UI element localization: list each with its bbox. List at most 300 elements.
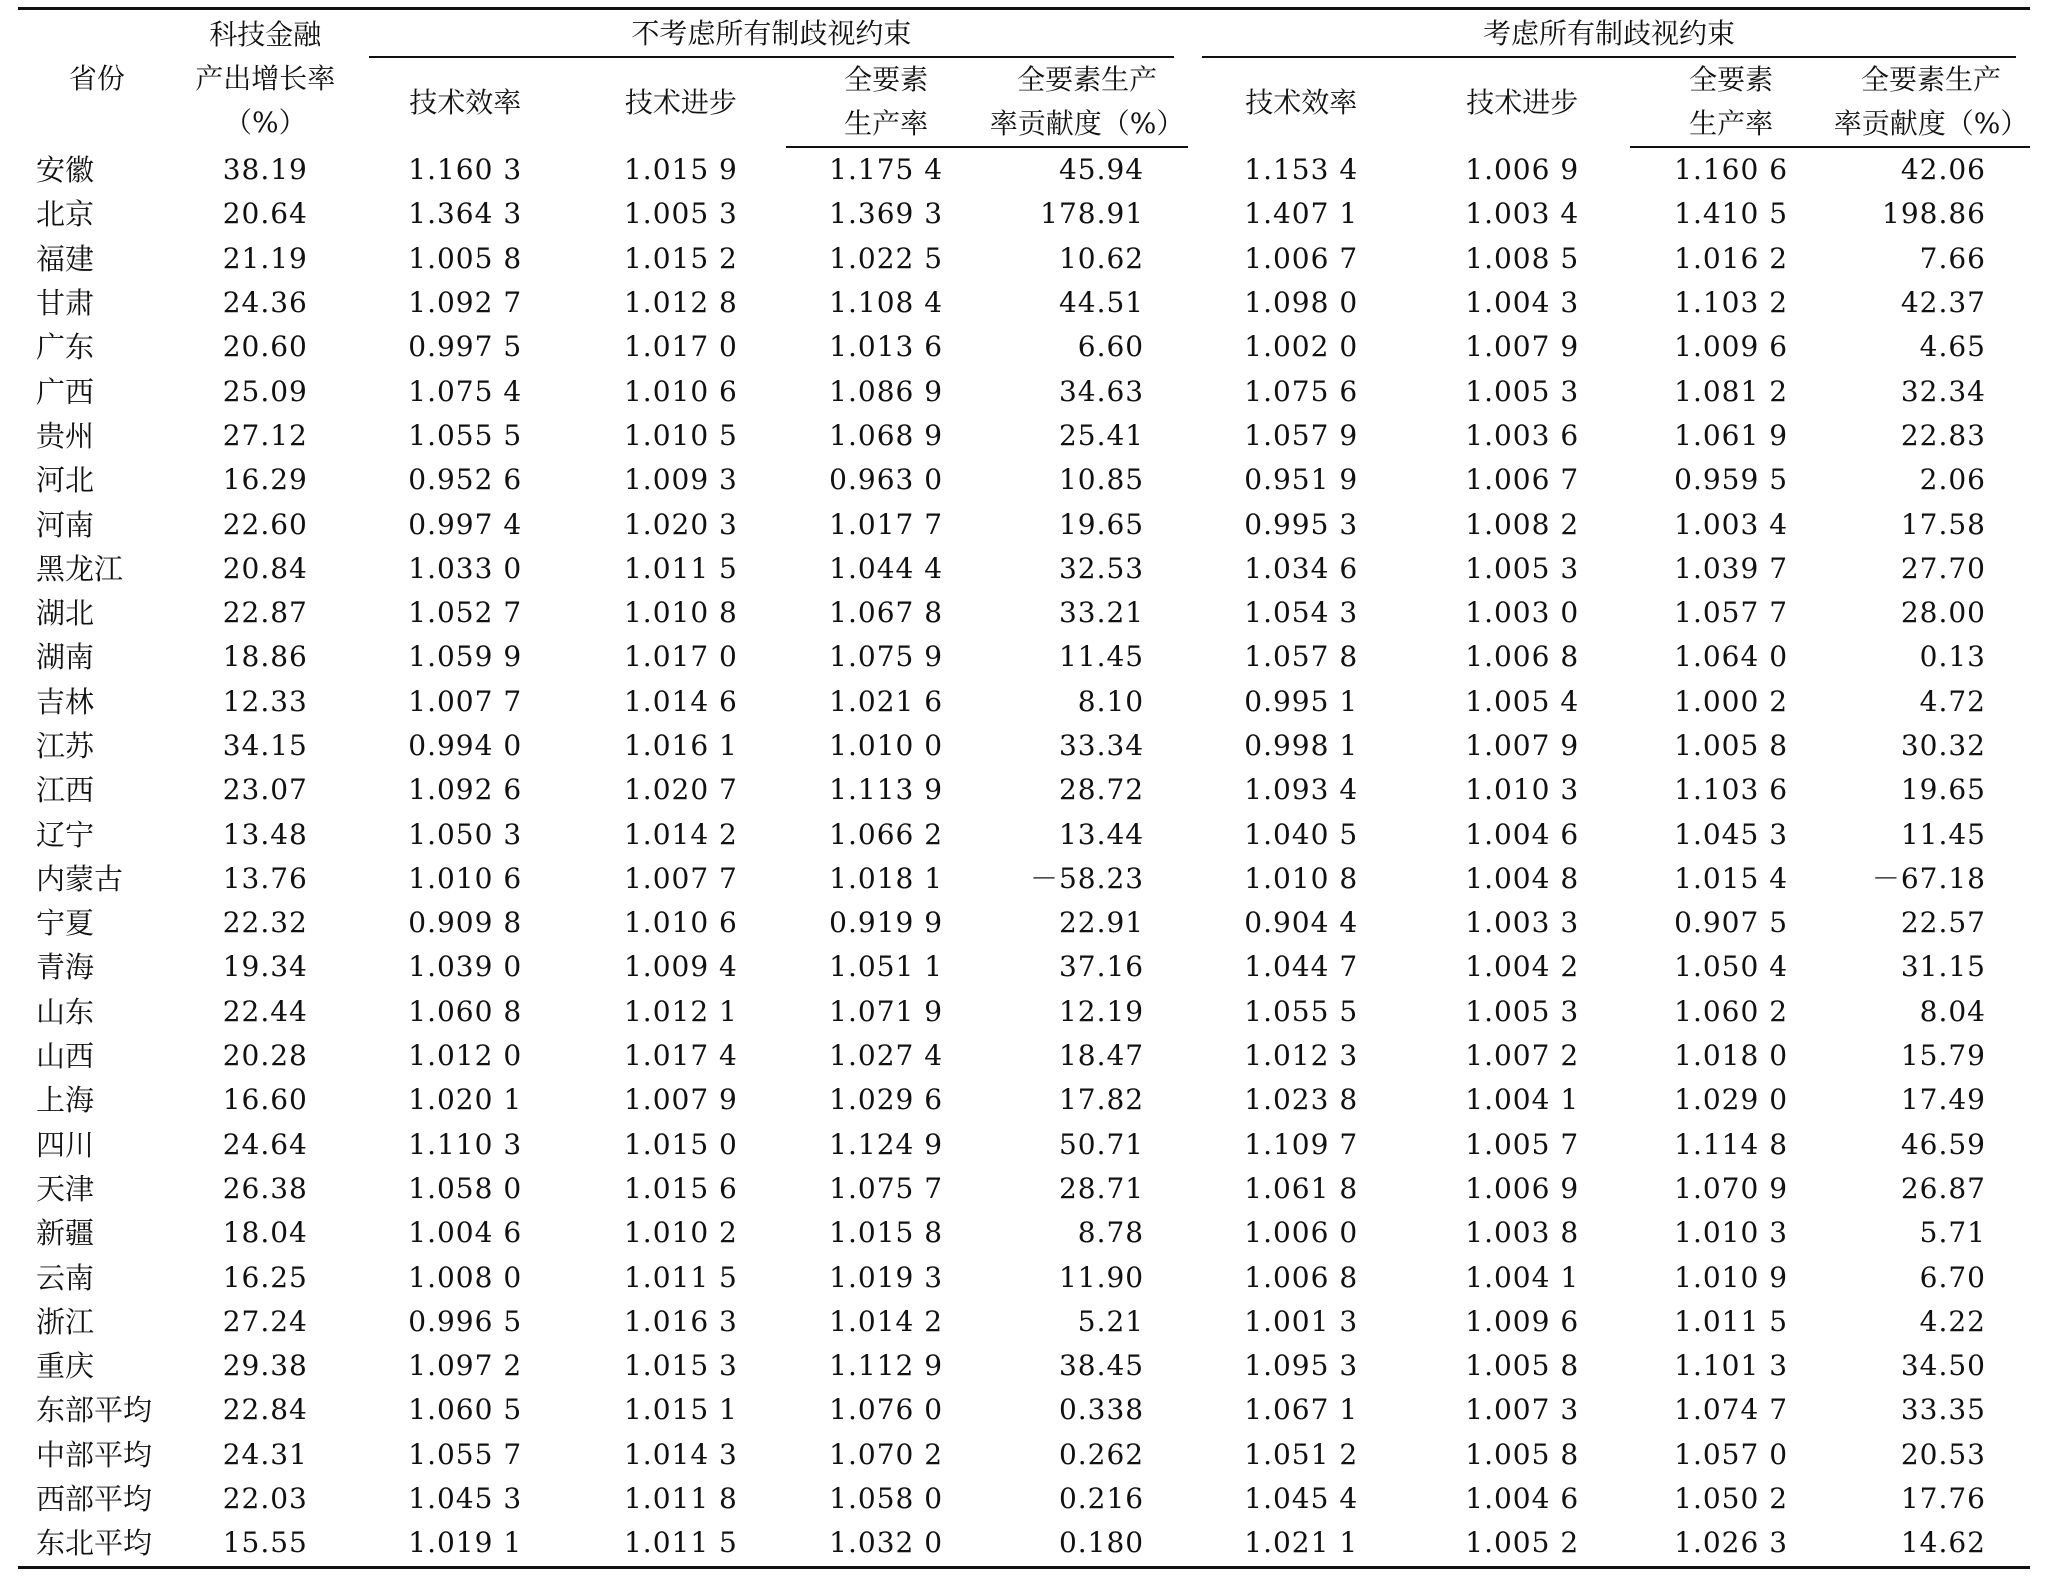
cell-contribution-a: 18.47 (1058, 1039, 1145, 1073)
cell-contribution-b: 42.37 (1900, 286, 1986, 320)
table-row (18, 812, 2030, 856)
cell-province: 吉林 (36, 684, 95, 719)
cell-growth-rate: 34.15 (222, 729, 308, 762)
cell-contribution-a: 34.63 (1058, 374, 1145, 408)
cell-tech-efficiency-b: 1.010 8 (1244, 861, 1359, 895)
cell-growth-rate: 16.60 (222, 1083, 308, 1117)
cell-contribution-a: 45.94 (1058, 153, 1145, 187)
cell-tech-progress-a: 1.011 5 (623, 1260, 738, 1294)
cell-tech-efficiency-a: 1.059 9 (408, 640, 523, 674)
cell-province: 中部平均 (36, 1437, 153, 1472)
cell-tfp-b: 1.103 6 (1674, 773, 1789, 807)
cell-contribution-a: 0.338 (1058, 1393, 1145, 1427)
table-row (18, 1300, 2030, 1344)
cell-province: 河南 (36, 507, 95, 542)
cell-tech-progress-a: 1.015 2 (623, 241, 738, 275)
cell-tech-efficiency-b: 1.045 4 (1244, 1482, 1359, 1516)
cell-tech-efficiency-b: 1.023 8 (1244, 1083, 1359, 1117)
cell-tech-efficiency-b: 1.098 0 (1244, 286, 1359, 320)
cell-tech-efficiency-a: 1.364 3 (408, 197, 523, 231)
cell-tfp-b: 1.026 3 (1630, 1521, 1832, 1567)
cell-tech-efficiency-b: 1.057 8 (1244, 640, 1359, 674)
cell-tech-efficiency-a: 1.092 7 (408, 286, 523, 320)
cell-tech-progress-b: 1.004 1 (1465, 1083, 1580, 1117)
cell-tech-efficiency-b: 1.006 8 (1244, 1260, 1359, 1294)
header-contrib-a-line-1: 全要素生产 (1017, 63, 1158, 96)
cell-tfp-a: 1.068 9 (829, 418, 944, 452)
cell-tech-efficiency-a: 1.033 0 (408, 551, 523, 585)
header-tech-efficiency-b: 技术效率 (1245, 85, 1358, 119)
cell-tfp-b: 1.160 6 (1674, 153, 1789, 187)
table-row (18, 547, 2030, 591)
cell-contribution-b: 27.70 (1900, 551, 1986, 585)
cell-tech-progress-b: 1.005 3 (1465, 994, 1580, 1028)
cell-tech-progress-b: 1.003 3 (1465, 906, 1580, 940)
cell-tfp-a: 1.113 9 (829, 773, 944, 807)
header-tfp-a-line-2: 生产率 (786, 102, 986, 147)
cell-tfp-b: 1.029 0 (1674, 1083, 1789, 1117)
table-row (18, 502, 2030, 546)
cell-growth-rate: 25.09 (222, 374, 308, 408)
cell-contribution-a: 8.10 (1077, 684, 1145, 718)
cell-tech-efficiency-b: 1.095 3 (1244, 1349, 1359, 1383)
cell-tech-efficiency-b: 1.051 2 (1244, 1437, 1359, 1471)
cell-province: 山西 (36, 1039, 95, 1074)
cell-tfp-b: 1.114 8 (1674, 1127, 1789, 1161)
cell-tech-progress-b: 1.006 9 (1465, 1171, 1580, 1205)
cell-tech-efficiency-b: 1.040 5 (1244, 817, 1359, 851)
cell-contribution-b: 33.35 (1900, 1393, 1986, 1427)
cell-contribution-b: 22.57 (1900, 906, 1986, 940)
cell-tech-efficiency-a: 1.012 0 (408, 1039, 523, 1073)
cell-contribution-a: 11.90 (1058, 1260, 1145, 1294)
cell-growth-rate: 38.19 (222, 152, 308, 186)
cell-tech-progress-a: 1.011 5 (623, 551, 738, 585)
cell-tech-efficiency-b: 0.995 3 (1244, 507, 1359, 541)
cell-tfp-a: 1.029 6 (829, 1083, 944, 1117)
cell-tfp-a: 1.032 0 (786, 1521, 986, 1567)
cell-tech-efficiency-a: 1.008 0 (408, 1260, 523, 1294)
cell-tech-efficiency-a: 1.039 0 (408, 950, 523, 984)
cell-tfp-b: 1.101 3 (1674, 1349, 1789, 1383)
cell-tech-progress-a: 1.011 5 (576, 1521, 786, 1567)
table-row (18, 1255, 2030, 1299)
cell-tech-efficiency-b: 1.054 3 (1244, 596, 1359, 630)
cell-tfp-a: 1.086 9 (829, 374, 944, 408)
cell-growth-rate: 20.84 (222, 551, 308, 585)
cell-contribution-a: －58.23 (1029, 861, 1145, 895)
table-row (18, 147, 2030, 192)
cell-tech-progress-b: 1.004 2 (1465, 950, 1580, 984)
cell-tech-efficiency-a: 1.004 6 (408, 1216, 523, 1250)
cell-contribution-b: 32.34 (1900, 374, 1986, 408)
table-row (18, 1034, 2030, 1078)
table-row (18, 1078, 2030, 1122)
cell-tfp-b: 1.081 2 (1674, 374, 1789, 408)
cell-tech-progress-a: 1.011 8 (623, 1482, 738, 1516)
cell-tfp-a: 1.058 0 (829, 1482, 944, 1516)
table-row (18, 945, 2030, 989)
cell-tech-progress-a: 1.020 7 (623, 773, 738, 807)
cell-growth-rate: 20.28 (222, 1039, 308, 1073)
cell-tech-progress-b: 1.003 8 (1465, 1216, 1580, 1250)
cell-contribution-a: 33.34 (1058, 729, 1145, 762)
table-row (18, 1388, 2030, 1432)
cell-tech-efficiency-b: 1.407 1 (1244, 197, 1359, 231)
cell-contribution-b: 34.50 (1900, 1349, 1986, 1383)
cell-tech-efficiency-b: 0.995 1 (1244, 684, 1359, 718)
table-row (18, 1211, 2030, 1255)
table-row (18, 369, 2030, 413)
table-row (18, 635, 2030, 679)
cell-tech-efficiency-b: 1.057 9 (1244, 418, 1359, 452)
cell-tfp-b: 1.050 2 (1674, 1482, 1789, 1516)
table-row (18, 724, 2030, 768)
cell-tech-efficiency-a: 1.010 6 (408, 861, 523, 895)
cell-contribution-a: 38.45 (1058, 1349, 1145, 1383)
cell-contribution-a: 0.216 (1058, 1482, 1145, 1516)
cell-tfp-a: 1.017 7 (829, 507, 944, 541)
cell-tech-progress-a: 1.010 6 (623, 374, 738, 408)
cell-tfp-a: 1.175 4 (829, 153, 944, 187)
cell-tech-efficiency-b: 1.002 0 (1244, 330, 1359, 364)
cell-contribution-a: 10.85 (1058, 463, 1145, 497)
table-row (18, 458, 2030, 502)
cell-province: 黑龙江 (36, 551, 124, 586)
cell-tfp-a: 1.044 4 (829, 551, 944, 585)
table-row (18, 1433, 2030, 1477)
cell-province: 内蒙古 (36, 861, 124, 896)
cell-tfp-a: 1.075 9 (829, 640, 944, 674)
cell-tech-efficiency-b: 1.012 3 (1244, 1039, 1359, 1073)
cell-tfp-a: 1.071 9 (829, 994, 944, 1028)
cell-tfp-b: 1.009 6 (1674, 330, 1789, 364)
cell-tech-progress-b: 1.003 6 (1465, 418, 1580, 452)
cell-tech-progress-a: 1.005 3 (623, 197, 738, 231)
cell-tech-progress-a: 1.017 4 (623, 1039, 738, 1073)
cell-tech-progress-b: 1.007 9 (1465, 330, 1580, 364)
cell-tech-progress-b: 1.006 7 (1465, 463, 1580, 497)
cell-tech-efficiency-a: 1.092 6 (408, 773, 523, 807)
cell-contribution-b: 4.72 (1919, 684, 1986, 718)
cell-contribution-b: 19.65 (1900, 773, 1986, 807)
cell-contribution-b: 42.06 (1900, 153, 1986, 187)
cell-growth-rate: 21.19 (222, 241, 308, 275)
cell-tech-efficiency-a: 1.060 8 (408, 994, 523, 1028)
header-tech-efficiency-a: 技术效率 (409, 85, 522, 119)
cell-tech-progress-a: 1.007 9 (623, 1083, 738, 1117)
cell-contribution-a: 28.72 (1058, 773, 1145, 807)
cell-contribution-a: 44.51 (1058, 286, 1145, 320)
cell-contribution-a: 13.44 (1058, 817, 1145, 851)
cell-tech-progress-a: 1.010 6 (623, 906, 738, 940)
cell-tfp-a: 1.022 5 (829, 241, 944, 275)
header-group-b-label: 考虑所有制歧视约束 (1483, 17, 1736, 50)
cell-tech-efficiency-b: 1.055 5 (1244, 994, 1359, 1028)
cell-tech-progress-b: 1.004 6 (1465, 1482, 1580, 1516)
cell-tech-efficiency-a: 1.052 7 (408, 596, 523, 630)
cell-tech-progress-a: 1.015 3 (623, 1349, 738, 1383)
cell-contribution-b: －67.18 (1871, 861, 1986, 895)
cell-province: 福建 (36, 241, 95, 276)
cell-contribution-a: 17.82 (1058, 1083, 1145, 1117)
cell-tech-efficiency-b: 1.006 7 (1244, 241, 1359, 275)
cell-tech-progress-a: 1.014 2 (623, 817, 738, 851)
cell-tfp-b: 1.045 3 (1674, 817, 1789, 851)
cell-tfp-b: 1.016 2 (1674, 241, 1789, 275)
cell-tfp-b: 1.074 7 (1674, 1393, 1789, 1427)
cell-tfp-a: 1.021 6 (829, 684, 944, 718)
cell-tfp-b: 1.060 2 (1674, 994, 1789, 1028)
cell-contribution-b: 6.70 (1919, 1260, 1986, 1294)
cell-tfp-b: 0.959 5 (1674, 463, 1789, 497)
cell-growth-rate: 12.33 (222, 684, 308, 718)
cell-tfp-a: 1.066 2 (829, 817, 944, 851)
cell-contribution-a: 178.91 (1040, 197, 1145, 231)
cell-province: 重庆 (36, 1349, 95, 1384)
group-b-rule (1202, 56, 2016, 58)
table-row (18, 414, 2030, 458)
table-row (18, 591, 2030, 635)
cell-tech-progress-a: 1.007 7 (623, 861, 738, 895)
cell-contribution-a: 8.78 (1077, 1216, 1145, 1250)
header-group-a-label: 不考虑所有制歧视约束 (631, 17, 912, 50)
cell-tech-efficiency-a: 1.075 4 (408, 374, 523, 408)
cell-contribution-b: 15.79 (1900, 1039, 1986, 1073)
table-row (18, 237, 2030, 281)
cell-tech-progress-b: 1.004 6 (1465, 817, 1580, 851)
table-row (18, 1123, 2030, 1167)
cell-tfp-a: 1.013 6 (829, 330, 944, 364)
cell-tech-progress-b: 1.003 4 (1465, 197, 1580, 231)
cell-province: 河北 (36, 463, 95, 498)
cell-tfp-b: 1.057 0 (1674, 1437, 1789, 1471)
cell-contribution-b: 11.45 (1900, 817, 1986, 851)
cell-tech-efficiency-b: 1.067 1 (1244, 1393, 1359, 1427)
cell-tech-efficiency-a: 1.005 8 (408, 241, 523, 275)
cell-tech-efficiency-a: 1.045 3 (408, 1482, 523, 1516)
header-growth-line-2: 产出增长率 (195, 61, 336, 95)
table-row (18, 680, 2030, 724)
table-row (18, 1167, 2030, 1211)
header-contrib-a-line-2: 率贡献度（%） (986, 102, 1188, 147)
cell-province: 安徽 (36, 152, 95, 187)
cell-growth-rate: 19.34 (222, 950, 308, 984)
cell-tfp-a: 1.018 1 (829, 861, 944, 895)
cell-tech-progress-a: 1.015 9 (623, 152, 738, 186)
cell-tech-progress-a: 1.014 3 (623, 1437, 738, 1471)
table-row (18, 768, 2030, 812)
cell-contribution-a: 22.91 (1058, 906, 1145, 940)
table-row (18, 990, 2030, 1034)
cell-contribution-b: 5.71 (1919, 1216, 1986, 1250)
cell-province: 新疆 (36, 1216, 95, 1251)
cell-contribution-a: 5.21 (1077, 1304, 1145, 1338)
cell-tech-efficiency-a: 1.160 3 (408, 152, 523, 186)
cell-growth-rate: 24.31 (222, 1437, 308, 1471)
cell-tech-progress-b: 1.005 8 (1465, 1349, 1580, 1383)
cell-tfp-b: 1.018 0 (1674, 1039, 1789, 1073)
cell-growth-rate: 24.36 (222, 286, 308, 320)
cell-tech-efficiency-a: 1.058 0 (408, 1171, 523, 1205)
cell-tech-efficiency-a: 0.997 4 (408, 507, 523, 541)
cell-tfp-a: 1.051 1 (829, 950, 944, 984)
cell-growth-rate: 22.87 (222, 596, 308, 630)
cell-growth-rate: 15.55 (176, 1521, 355, 1567)
cell-tech-efficiency-b: 1.061 8 (1244, 1171, 1359, 1205)
cell-contribution-a: 11.45 (1058, 640, 1145, 674)
cell-growth-rate: 27.12 (222, 418, 308, 452)
cell-tfp-b: 1.070 9 (1674, 1171, 1789, 1205)
cell-tech-efficiency-b: 1.153 4 (1244, 152, 1359, 186)
cell-contribution-a: 19.65 (1058, 507, 1145, 541)
cell-tfp-b: 1.005 8 (1674, 729, 1789, 762)
cell-contribution-b: 22.83 (1900, 418, 1986, 452)
cell-tfp-a: 1.124 9 (829, 1127, 944, 1161)
cell-tech-efficiency-b: 1.093 4 (1244, 773, 1359, 807)
cell-tech-progress-a: 1.010 2 (623, 1216, 738, 1250)
cell-tech-progress-a: 1.010 8 (623, 596, 738, 630)
cell-contribution-b: 26.87 (1900, 1171, 1986, 1205)
cell-province: 江苏 (36, 729, 95, 763)
cell-tfp-b: 1.000 2 (1674, 684, 1789, 718)
cell-tech-progress-b: 1.006 9 (1465, 152, 1580, 186)
cell-province: 广西 (36, 374, 95, 409)
header-tfp-b-line-2: 生产率 (1630, 102, 1832, 147)
cell-tech-progress-b: 1.007 9 (1465, 729, 1580, 762)
cell-tech-efficiency-a: 1.097 2 (408, 1349, 523, 1383)
cell-contribution-b: 0.13 (1919, 640, 1986, 674)
cell-growth-rate: 18.86 (222, 640, 308, 674)
cell-tech-efficiency-b: 1.034 6 (1244, 551, 1359, 585)
cell-growth-rate: 13.76 (222, 861, 308, 895)
cell-tech-efficiency-b: 0.904 4 (1244, 906, 1359, 940)
cell-province: 辽宁 (36, 817, 95, 852)
cell-tech-progress-b: 1.004 8 (1465, 861, 1580, 895)
cell-tfp-a: 1.019 3 (829, 1260, 944, 1294)
cell-contribution-b: 28.00 (1900, 596, 1986, 630)
cell-contribution-b: 198.86 (1882, 197, 1986, 231)
cell-tech-progress-a: 1.015 6 (623, 1171, 738, 1205)
cell-growth-rate: 22.03 (222, 1482, 308, 1516)
cell-tech-progress-b: 1.004 3 (1465, 286, 1580, 320)
cell-tfp-a: 1.070 2 (829, 1437, 944, 1471)
cell-tfp-b: 0.907 5 (1674, 906, 1789, 940)
cell-tech-efficiency-a: 1.060 5 (408, 1393, 523, 1427)
cell-tech-progress-b: 1.008 2 (1465, 507, 1580, 541)
table-row (18, 857, 2030, 901)
cell-province: 云南 (36, 1260, 95, 1295)
cell-tfp-a: 1.075 7 (829, 1171, 944, 1205)
cell-tfp-b: 1.011 5 (1674, 1304, 1789, 1338)
cell-contribution-a: 0.180 (986, 1521, 1188, 1567)
cell-growth-rate: 22.84 (222, 1393, 308, 1427)
cell-tech-progress-a: 1.015 1 (623, 1393, 738, 1427)
cell-growth-rate: 23.07 (222, 773, 308, 807)
cell-growth-rate: 18.04 (222, 1216, 308, 1250)
cell-tfp-a: 1.108 4 (829, 286, 944, 320)
cell-tech-efficiency-a: 0.952 6 (408, 463, 523, 497)
cell-tech-efficiency-a: 1.007 7 (408, 684, 523, 718)
cell-tfp-a: 1.015 8 (829, 1216, 944, 1250)
cell-growth-rate: 16.29 (222, 463, 308, 497)
cell-tech-efficiency-b: 1.001 3 (1244, 1304, 1359, 1338)
cell-tech-efficiency-a: 0.909 8 (408, 906, 523, 940)
cell-tech-progress-b: 1.005 3 (1465, 374, 1580, 408)
cell-tfp-b: 1.010 3 (1674, 1216, 1789, 1250)
cell-tech-progress-a: 1.016 1 (623, 729, 738, 762)
table-row (18, 1477, 2030, 1521)
cell-contribution-b: 4.22 (1919, 1304, 1986, 1338)
header-tfp-b-line-1: 全要素 (1689, 63, 1774, 96)
cell-province: 湖南 (36, 640, 95, 675)
cell-contribution-a: 28.71 (1058, 1171, 1145, 1205)
cell-growth-rate: 16.25 (222, 1260, 308, 1294)
cell-tfp-a: 1.076 0 (829, 1393, 944, 1427)
cell-tfp-b: 1.015 4 (1674, 861, 1789, 895)
header-group-without-constraint (355, 10, 1188, 58)
cell-growth-rate: 27.24 (222, 1304, 308, 1338)
header-group-with-constraint (1188, 10, 2030, 58)
cell-contribution-b: 8.04 (1919, 994, 1986, 1028)
cell-tfp-a: 1.027 4 (829, 1039, 944, 1073)
cell-tech-progress-a: 1.009 3 (623, 463, 738, 497)
table-row (18, 192, 2030, 236)
table-row (18, 1344, 2030, 1388)
cell-tech-progress-b: 1.003 0 (1465, 596, 1580, 630)
cell-tfp-a: 0.919 9 (829, 906, 944, 940)
cell-growth-rate: 29.38 (222, 1349, 308, 1383)
header-growth-line-1: 科技金融 (209, 17, 322, 51)
cell-contribution-a: 6.60 (1077, 330, 1145, 364)
cell-growth-rate: 20.64 (222, 197, 308, 231)
cell-tech-progress-b: 1.005 2 (1414, 1521, 1630, 1567)
cell-tech-progress-b: 1.005 8 (1465, 1437, 1580, 1471)
cell-contribution-b: 20.53 (1900, 1437, 1986, 1471)
cell-tech-efficiency-b: 1.044 7 (1244, 950, 1359, 984)
cell-tfp-a: 1.014 2 (829, 1304, 944, 1338)
cell-tfp-b: 1.064 0 (1674, 640, 1789, 674)
cell-tech-efficiency-b: 1.109 7 (1244, 1127, 1359, 1161)
cell-tech-progress-a: 1.017 0 (623, 640, 738, 674)
cell-tech-progress-b: 1.007 3 (1465, 1393, 1580, 1427)
cell-province: 西部平均 (36, 1482, 153, 1517)
cell-tech-progress-a: 1.020 3 (623, 507, 738, 541)
cell-tech-progress-a: 1.016 3 (623, 1304, 738, 1338)
cell-contribution-a: 33.21 (1058, 596, 1145, 630)
cell-contribution-a: 37.16 (1058, 950, 1145, 984)
cell-contribution-a: 0.262 (1058, 1437, 1145, 1471)
cell-province: 山东 (36, 994, 95, 1029)
cell-tfp-a: 1.369 3 (829, 197, 944, 231)
cell-tfp-b: 1.410 5 (1674, 197, 1789, 231)
table-header (18, 9, 2030, 148)
cell-tech-progress-a: 1.014 6 (623, 684, 738, 718)
cell-tech-efficiency-a: 1.020 1 (408, 1083, 523, 1117)
cell-contribution-b: 17.76 (1900, 1482, 1986, 1516)
cell-tech-efficiency-a: 1.055 5 (408, 418, 523, 452)
cell-tfp-b: 1.050 4 (1674, 950, 1789, 984)
cell-tech-efficiency-a: 1.110 3 (408, 1127, 523, 1161)
cell-tech-progress-a: 1.012 1 (623, 994, 738, 1028)
cell-province: 宁夏 (36, 906, 95, 941)
cell-tech-progress-b: 1.009 6 (1465, 1304, 1580, 1338)
cell-tech-efficiency-a: 0.997 5 (408, 330, 523, 364)
table-row (18, 901, 2030, 945)
cell-contribution-b: 17.58 (1900, 507, 1986, 541)
cell-tfp-b: 1.103 2 (1674, 286, 1789, 320)
data-table (18, 7, 2030, 1569)
